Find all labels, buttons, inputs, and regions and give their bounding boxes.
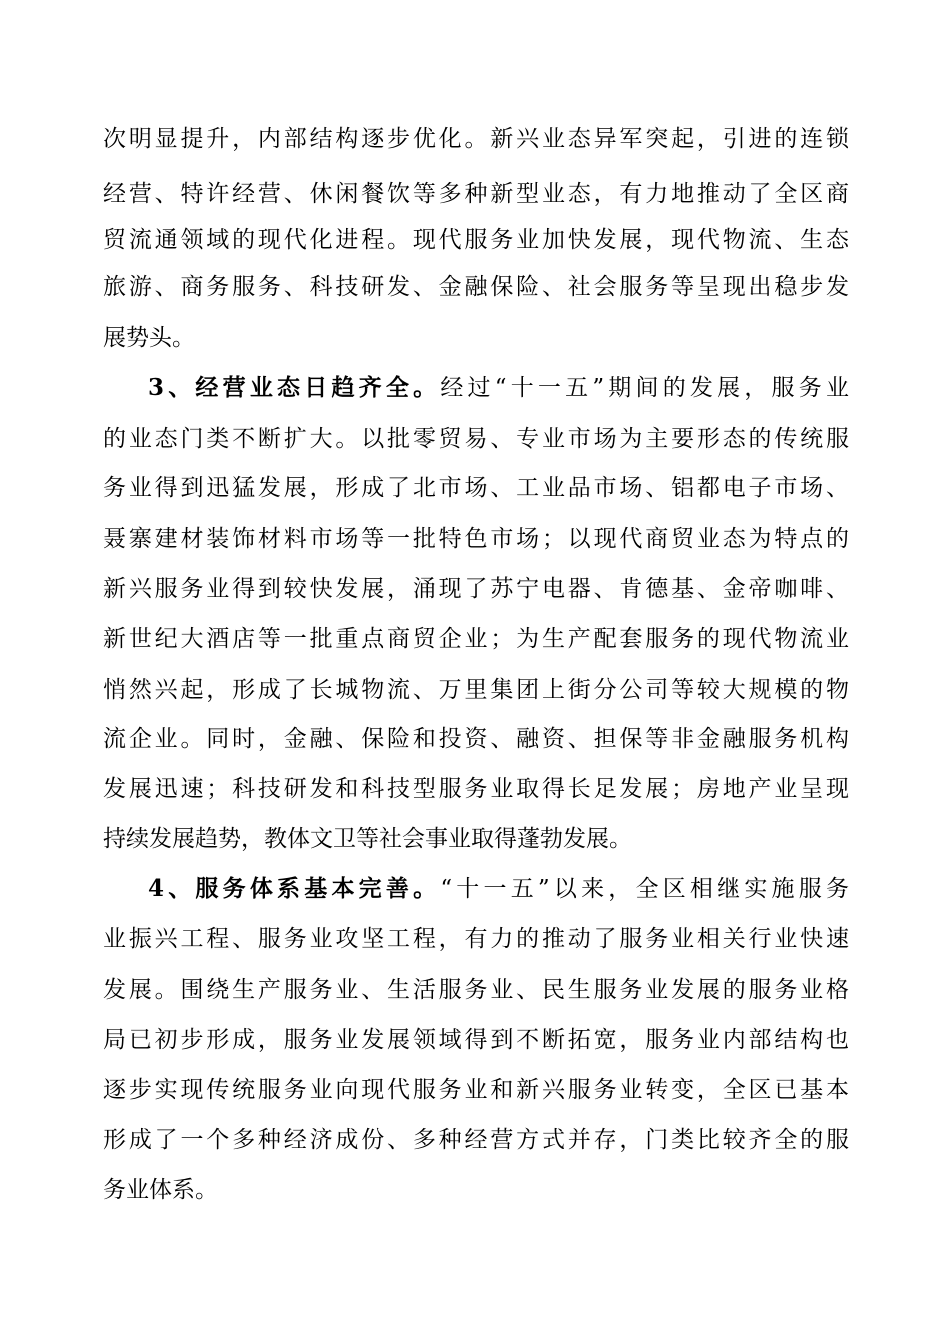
paragraph-2-line-10: 持续发展趋势，教体文卫等社会事业取得蓬勃发展。: [103, 826, 632, 852]
paragraph-2-line-7: 悄然兴起，形成了长城物流、万里集团上街分公司等较大规模的物: [103, 677, 849, 703]
paragraph-3-line-3: 发展。围绕生产服务业、生活服务业、民生服务业发展的服务业格: [103, 977, 849, 1003]
paragraph-1-line-5: 展势头。: [103, 325, 195, 351]
paragraph-2-heading: 3、经营业态日趋齐全。: [148, 374, 441, 401]
paragraph-3-line-1: [148, 874, 849, 904]
paragraph-2-line-8: 流企业。同时，金融、保险和投资、融资、担保等非金融服务机构: [103, 726, 849, 752]
paragraph-2-line-4: 聂寨建材装饰材料市场等一批特色市场；以现代商贸业态为特点的: [103, 526, 849, 552]
paragraph-3-line-5: 逐步实现传统服务业向现代服务业和新兴服务业转变，全区已基本: [103, 1077, 849, 1103]
paragraph-3-first-line-text: “十一五”以来，全区相继实施服务: [440, 876, 849, 902]
paragraph-3-line-7: 务业体系。: [103, 1177, 218, 1203]
paragraph-2-line-3: 务业得到迅猛发展，形成了北市场、工业品市场、铝都电子市场、: [103, 475, 849, 501]
paragraph-3-line-4: 局已初步形成，服务业发展领域得到不断拓宽，服务业内部结构也: [103, 1027, 849, 1053]
paragraph-1-line-1: 次明显提升，内部结构逐步优化。新兴业态异军突起，引进的连锁: [103, 126, 849, 152]
paragraph-1-line-4: 旅游、商务服务、科技研发、金融保险、社会服务等呈现出稳步发: [103, 274, 849, 300]
paragraph-2-line-2: 的业态门类不断扩大。以批零贸易、专业市场为主要形态的传统服: [103, 426, 849, 452]
paragraph-3-line-2: 业振兴工程、服务业攻坚工程，有力的推动了服务业相关行业快速: [103, 926, 849, 952]
paragraph-2-line-6: 新世纪大酒店等一批重点商贸企业；为生产配套服务的现代物流业: [103, 626, 849, 652]
paragraph-2-first-line-text: 经过“十一五”期间的发展，服务业: [440, 375, 849, 401]
paragraph-2-line-1: [148, 373, 849, 403]
paragraph-1-line-3: 贸流通领域的现代化进程。现代服务业加快发展，现代物流、生态: [103, 227, 849, 253]
paragraph-1-line-2: 经营、特许经营、休闲餐饮等多种新型业态，有力地推动了全区商: [103, 181, 849, 207]
paragraph-3-line-6: 形成了一个多种经济成份、多种经营方式并存，门类比较齐全的服: [103, 1127, 849, 1153]
paragraph-3-heading: 4、服务体系基本完善。: [148, 875, 441, 902]
paragraph-2-line-5: 新兴服务业得到较快发展，涌现了苏宁电器、肯德基、金帝咖啡、: [103, 576, 849, 602]
paragraph-2-line-9: 发展迅速；科技研发和科技型服务业取得长足发展；房地产业呈现: [103, 776, 849, 802]
